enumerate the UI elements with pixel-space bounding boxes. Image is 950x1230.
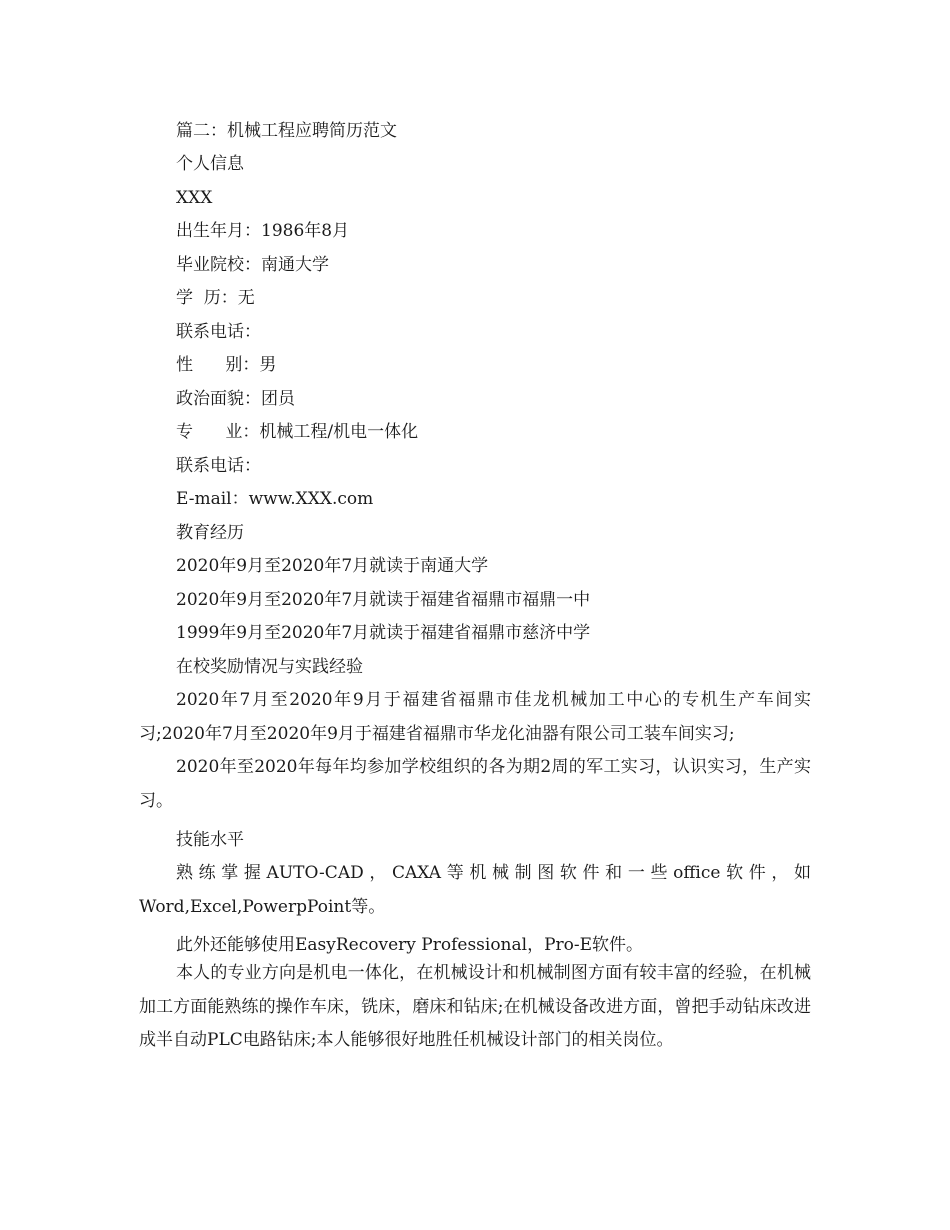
skills-paragraph: 此外还能够使用EasyRecovery Professional，Pro-E软件。 bbox=[176, 935, 644, 955]
politics-field: 政治面貌：团员 bbox=[176, 389, 295, 409]
section-skills-heading: 技能水平 bbox=[176, 830, 244, 850]
degree-field: 学 历：无 bbox=[176, 288, 255, 308]
phone-field: 联系电话： bbox=[176, 322, 261, 342]
education-item: 2020年9月至2020年7月就读于福建省福鼎市福鼎一中 bbox=[176, 590, 591, 610]
section-personal-heading: 个人信息 bbox=[176, 154, 244, 174]
birth-field: 出生年月：1986年8月 bbox=[176, 221, 350, 241]
practice-paragraph: 2020年7月至2020年9月于福建省福鼎市佳龙机械加工中心的专机生产车间实习;2020年7月至2020年9月于福建省福鼎市华龙化油器有限公司工装车间实习; bbox=[139, 690, 811, 744]
practice-paragraph: 2020年至2020年每年均参加学校组织的各为期2周的军工实习，认识实习，生产实习。 bbox=[139, 757, 811, 811]
skills-paragraph: 熟练掌握AUTO-CAD，CAXA等机械制图软件和一些office软件，如Word,Excel,PowerpPoint等。 bbox=[139, 863, 811, 917]
gender-field: 性 别：男 bbox=[176, 355, 277, 375]
school-field: 毕业院校：南通大学 bbox=[176, 255, 329, 275]
name-field: XXX bbox=[176, 188, 213, 208]
major-field: 专 业：机械工程/机电一体化 bbox=[176, 422, 419, 442]
email-field: E-mail：www.XXX.com bbox=[176, 489, 374, 509]
skills-paragraph: 本人的专业方向是机电一体化，在机械设计和机械制图方面有较丰富的经验，在机械加工方面能熟练的操作车床，铣床，磨床和钻床;在机械设备改进方面，曾把手动钻床改进成半自动PLC电路钻床;本人能够很好地胜任机械设计部门的相关岗位。 bbox=[139, 963, 811, 1051]
document-title: 篇二：机械工程应聘简历范文 bbox=[176, 121, 397, 141]
section-awards-heading: 在校奖励情况与实践经验 bbox=[176, 657, 363, 677]
phone-field-2: 联系电话： bbox=[176, 456, 261, 476]
education-item: 1999年9月至2020年7月就读于福建省福鼎市慈济中学 bbox=[176, 623, 591, 643]
education-item: 2020年9月至2020年7月就读于南通大学 bbox=[176, 556, 489, 576]
section-education-heading: 教育经历 bbox=[176, 523, 244, 543]
